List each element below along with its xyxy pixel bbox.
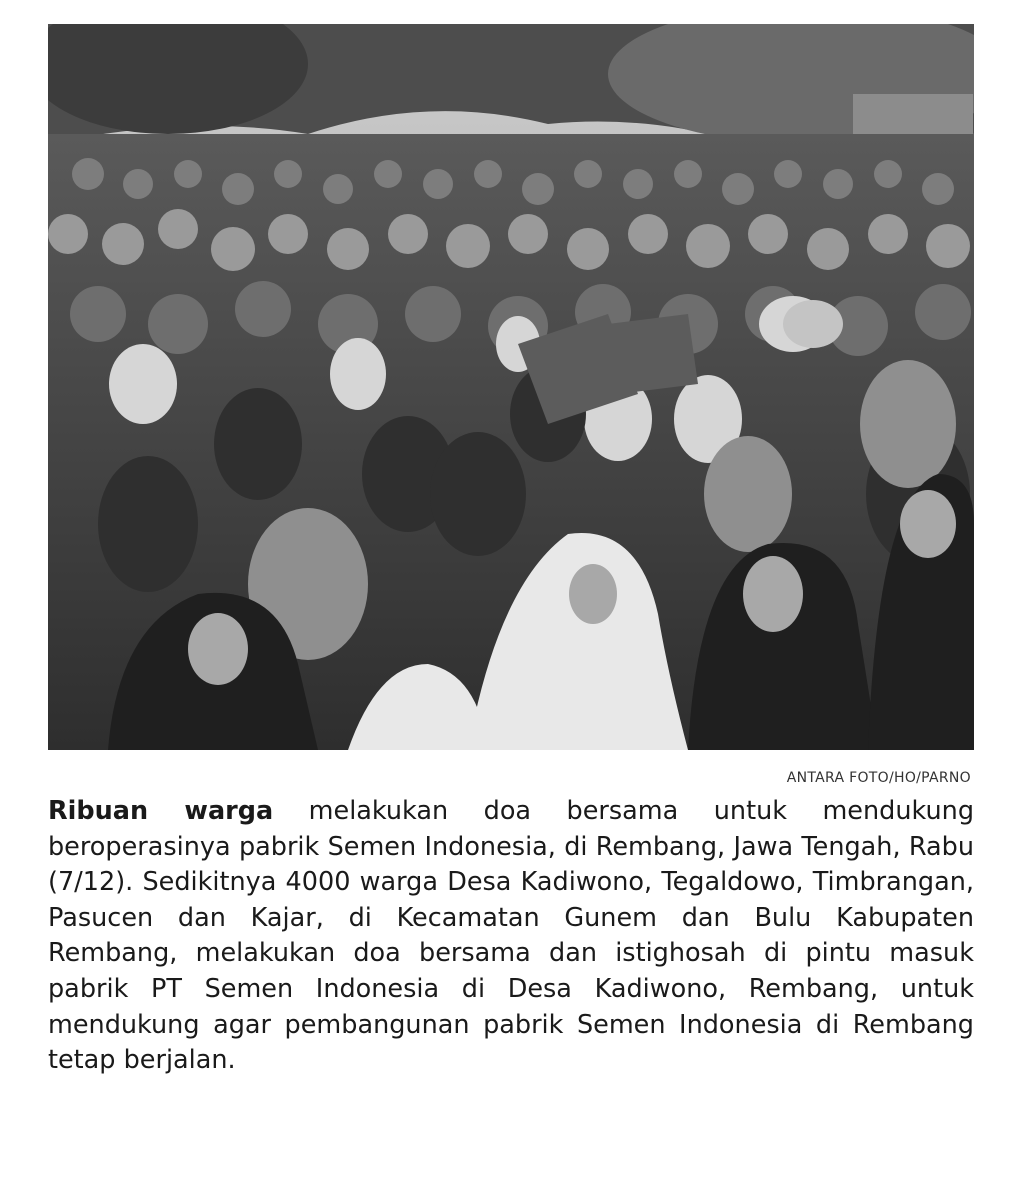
crowd-photo: [48, 24, 974, 750]
caption-lead: Ribuan warga: [48, 796, 274, 826]
caption-body: melakukan doa bersama untuk mendukung beroperasinya pabrik Semen Indonesia, di Rembang, Jawa Tengah, Rabu (7/12). Sedikitnya 4000 warga Desa Kadiwono, Tegaldowo, Timbrangan, Pasucen dan Kajar, di Kecamatan Gunem dan Bulu Kabupaten Rembang, melakukan doa bersama dan istighosah di pintu masuk pabrik PT Semen Indonesia di Desa Kadiwono, Rembang, untuk mendukung agar pembangunan pabrik Semen Indonesia di Rembang tetap berjalan.: [48, 796, 975, 1076]
photo-credit: ANTARA FOTO/HO/PARNO: [786, 770, 971, 786]
photo-caption: [48, 794, 974, 1079]
crowd-photo-image: [48, 24, 974, 750]
